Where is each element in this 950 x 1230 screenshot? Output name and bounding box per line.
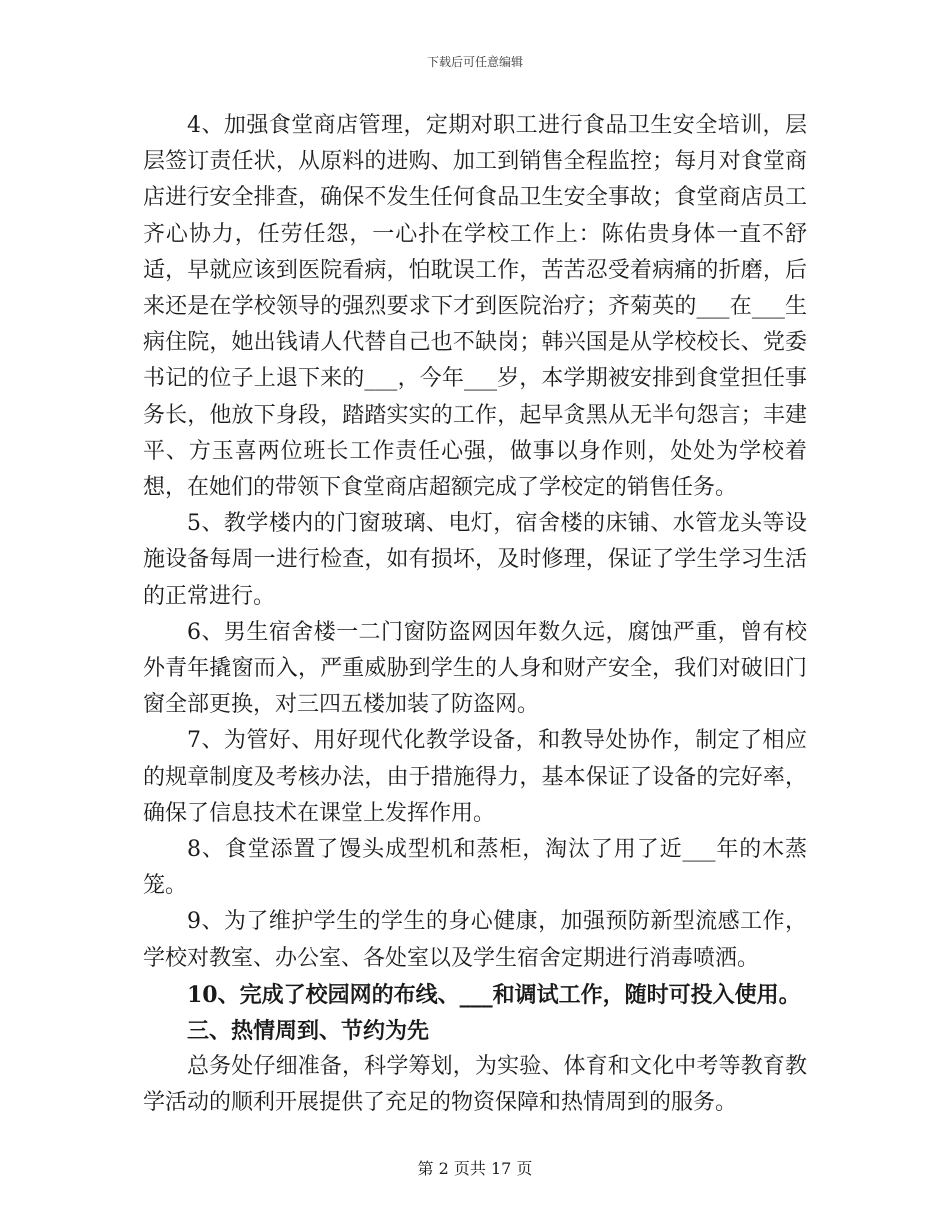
paragraph-item-8: 8、食堂添置了馒头成型机和蒸柜，淘汰了用了近___年的木蒸笼。 xyxy=(143,837,807,899)
page-header: 下载后可任意编辑 xyxy=(426,55,523,69)
paragraph-item-9: 9、为了维护学生的学生的身心健康，加强预防新型流感工作，学校对教室、办公室、各处室以及学生宿舍定期进行消毒喷洒。 xyxy=(143,909,807,971)
page-number: 第 2 页共 17 页 xyxy=(417,1159,533,1178)
paragraph-item-10: 10、完成了校园网的布线、___和调试工作，随时可投入使用。 xyxy=(187,981,801,1008)
paragraph-item-7: 7、为管好、用好现代化教学设备，和教导处协作，制定了相应的规章制度及考核办法，由于措施得力，基本保证了设备的完好率，确保了信息技术在课堂上发挥作用。 xyxy=(143,728,807,826)
document-body xyxy=(143,108,807,1122)
section-paragraph: 总务处仔细准备，科学筹划，为实验、体育和文化中考等教育教学活动的顺利开展提供了充足的物资保障和热情周到的服务。 xyxy=(143,1054,807,1116)
paragraph-item-4: 4、加强食堂商店管理，定期对职工进行食品卫生安全培训，层层签订责任状，从原料的进购、加工到销售全程监控；每月对食堂商店进行安全排查，确保不发生任何食品卫生安全事故；食堂商店员工齐心协力，任劳任怨，一心扑在学校工作上：陈佑贵身体一直不舒适，早就应该到医院看病，怕耽误工作，苦苦忍受着病痛的折磨，后来还是在学校领导的强烈要求下才到医院治疗；齐菊英的___在___生病住院，她出钱请人代替自己也不缺岗；韩兴国是从学校校长、党委书记的位子上退下来的___，今年___岁，本学期被安排到食堂担任事务长，他放下身段，踏踏实实的工作，起早贪黑从无半句怨言；丰建平、方玉喜两位班长工作责任心强，做事以身作则，处处为学校着想，在她们的带领下食堂商店超额完成了学校定的销售任务。 xyxy=(143,113,807,501)
section-heading: 三、热情周到、节约为先 xyxy=(187,1018,430,1045)
paragraph-item-6: 6、男生宿舍楼一二门窗防盗网因年数久远，腐蚀严重，曾有校外青年撬窗而入，严重威胁到学生的人身和财产安全，我们对破旧门窗全部更换，对三四五楼加装了防盗网。 xyxy=(143,619,807,718)
paragraph-item-5: 5、教学楼内的门窗玻璃、电灯，宿舍楼的床铺、水管龙头等设施设备每周一进行检查，如有损坏，及时修理，保证了学生学习生活的正常进行。 xyxy=(143,511,807,609)
